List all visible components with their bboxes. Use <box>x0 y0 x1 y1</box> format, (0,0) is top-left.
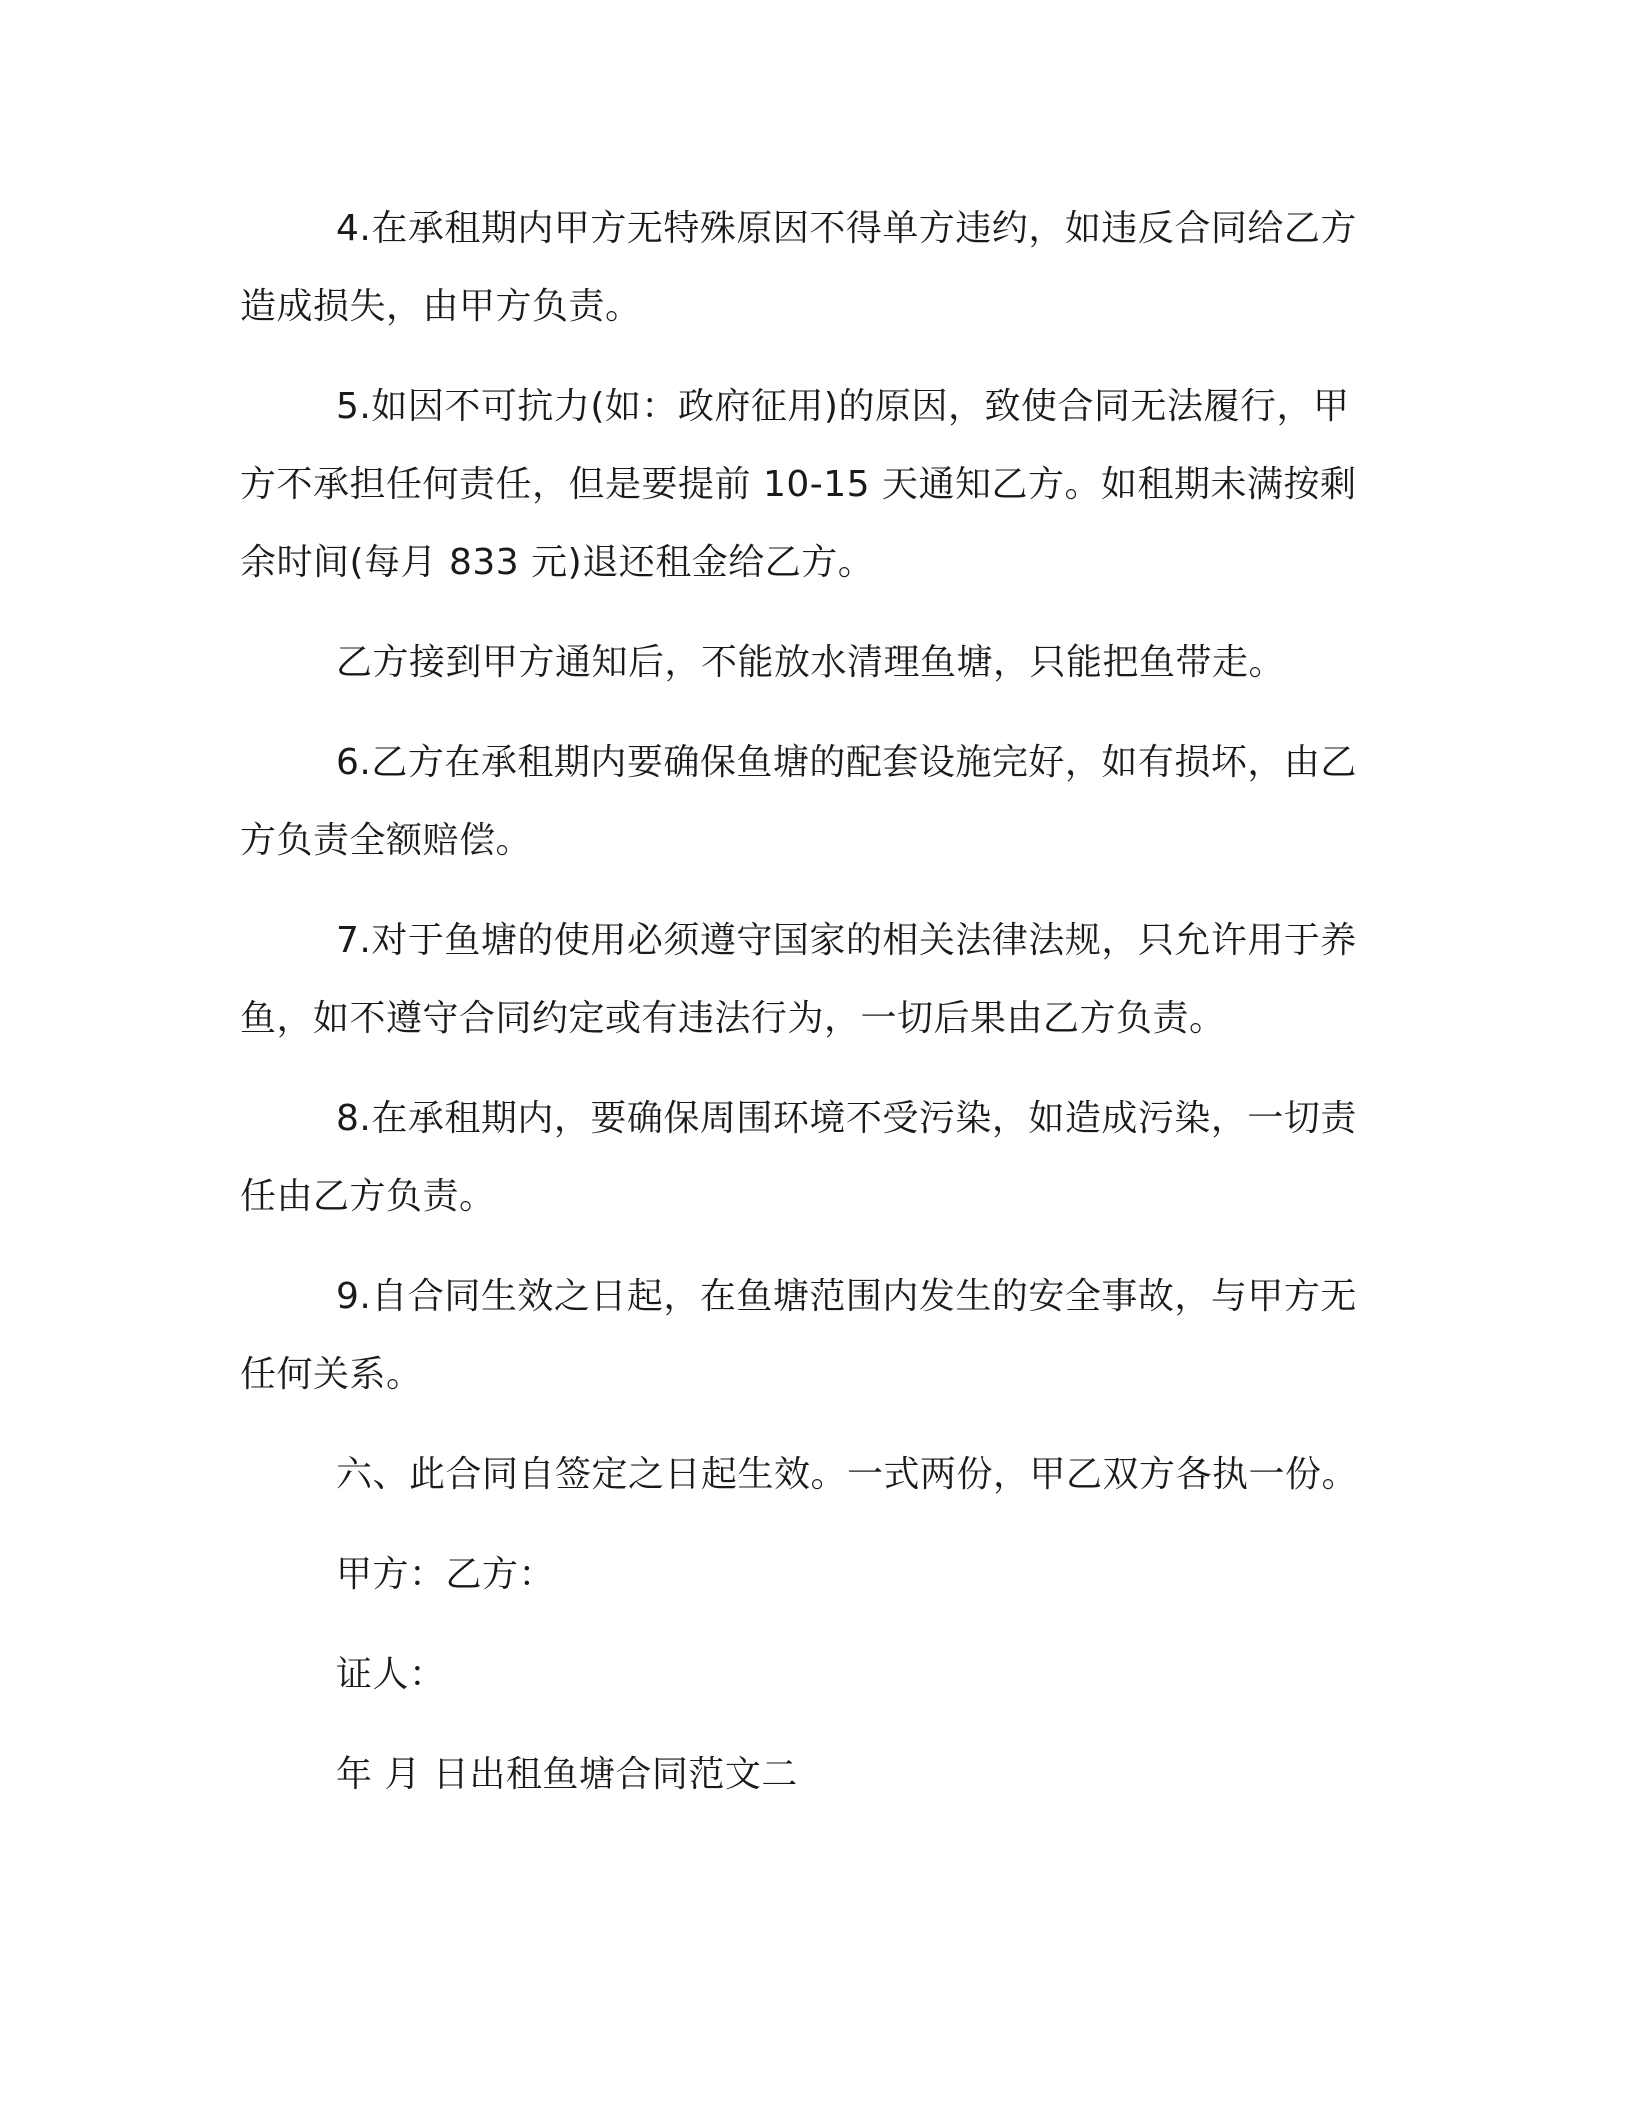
document-body <box>240 190 1375 1814</box>
signature-parties: 甲方：乙方： <box>336 1554 556 1595</box>
signature-witness: 证人： <box>336 1654 446 1695</box>
clause-4: 4.在承租期内甲方无特殊原因不得单方违约，如违反合同给乙方造成损失，由甲方负责。 <box>240 208 1357 327</box>
clause-8: 8.在承租期内，要确保周围环境不受污染，如造成污染，一切责任由乙方负责。 <box>240 1098 1357 1217</box>
clause-7: 7.对于鱼塘的使用必须遵守国家的相关法律法规，只允许用于养鱼，如不遵守合同约定或有违法行为，一切后果由乙方负责。 <box>240 920 1357 1039</box>
date-and-next-title: 年 月 日出租鱼塘合同范文二 <box>336 1754 798 1795</box>
section-six: 六、此合同自签定之日起生效。一式两份，甲乙双方各执一份。 <box>336 1454 1359 1495</box>
clause-5: 5.如因不可抗力(如：政府征用)的原因，致使合同无法履行，甲方不承担任何责任，但是要提前 10-15 天通知乙方。如租期未满按剩余时间(每月 833 元)退还租金给乙方。 <box>240 386 1357 583</box>
clause-6: 6.乙方在承租期内要确保鱼塘的配套设施完好，如有损坏，由乙方负责全额赔偿。 <box>240 742 1357 861</box>
clause-9: 9.自合同生效之日起，在鱼塘范围内发生的安全事故，与甲方无任何关系。 <box>240 1276 1357 1395</box>
clause-5-note: 乙方接到甲方通知后，不能放水清理鱼塘，只能把鱼带走。 <box>336 642 1286 683</box>
